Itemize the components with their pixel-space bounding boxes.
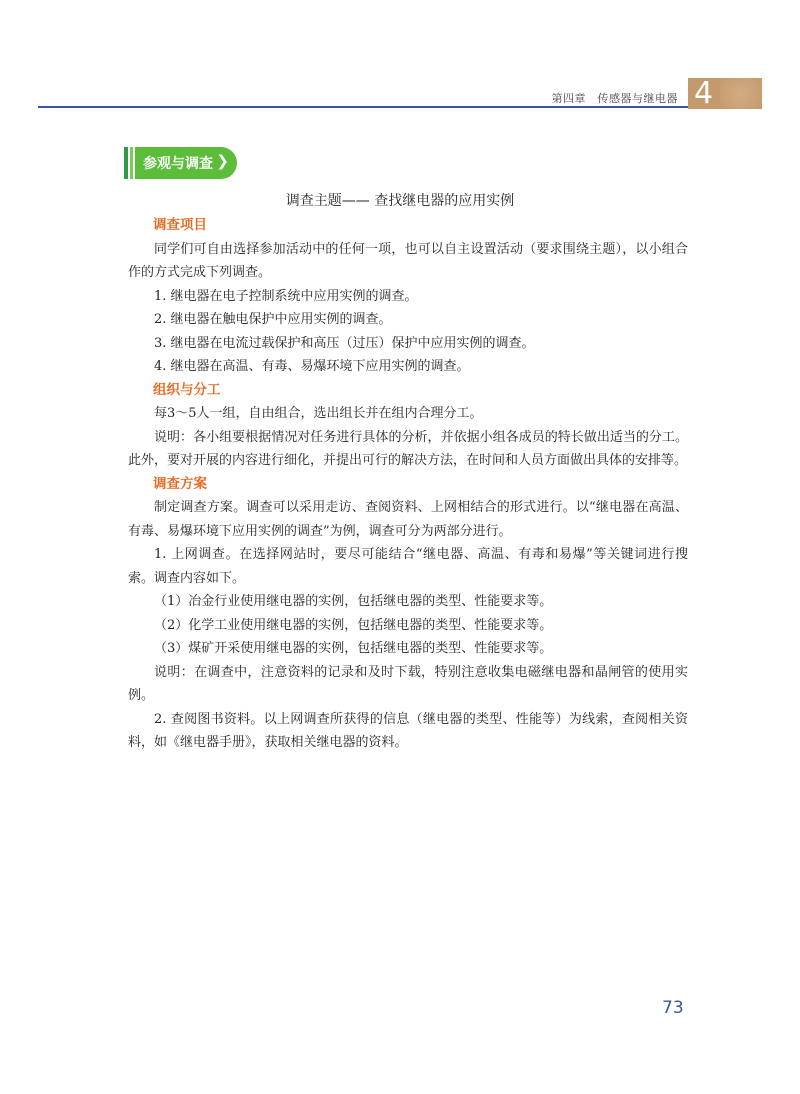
paragraph: （2）化学工业使用继电器的实例，包括继电器的类型、性能要求等。 [154, 617, 553, 633]
paragraph: 说明：各小组要根据情况对任务进行具体的分析，并依据小组各成员的特长做出适当的分工。此外，要对开展的内容进行细化，并提出可行的解决方法，在时间和人员方面做出具体的安排等。 [128, 429, 688, 468]
paragraph: 同学们可自由选择参加活动中的任何一项，也可以自主设置活动（要求围绕主题），以小组合作的方式完成下列调查。 [128, 241, 688, 280]
page-number: 73 [662, 998, 684, 1018]
section-badge-label: 参观与调查 [143, 156, 213, 172]
section-heading: 调查方案 [153, 475, 207, 492]
topic-title: 调查主题—— 查找继电器的应用实例 [285, 193, 515, 209]
paragraph: 1. 继电器在电子控制系统中应用实例的调查。 [154, 288, 418, 304]
paragraph: 3. 继电器在电流过载保护和高压（过压）保护中应用实例的调查。 [154, 335, 535, 351]
section-badge [124, 147, 236, 179]
badge-pill [135, 147, 237, 179]
paragraph: 4. 继电器在高温、有毒、易爆环境下应用实例的调查。 [154, 359, 470, 374]
badge-stripe-light [130, 147, 133, 179]
chapter-label: 第四章 传感器与继电器 [551, 92, 678, 105]
paragraph: 2. 查阅图书资料。以上网调查所获得的信息（继电器的类型、性能等）为线索，查阅相关资料，如《继电器手册》，获取相关继电器的资料。 [128, 711, 688, 750]
paragraph: 说明：在调查中，注意资料的记录和及时下载，特别注意收集电磁继电器和晶闸管的使用实例。 [128, 664, 688, 703]
badge-stripe-dark [124, 147, 128, 179]
chapter-number: 4 [694, 78, 714, 109]
section-heading: 调查项目 [153, 217, 207, 233]
section-heading: 组织与分工 [153, 381, 221, 398]
paragraph: 制定调查方案。调查可以采用走访、查阅资料、上网相结合的形式进行。以“继电器在高温、有毒、易爆环境下应用实例的调查”为例，调查可分为两部分进行。 [128, 500, 688, 539]
paragraph: 2. 继电器在触电保护中应用实例的调查。 [154, 312, 392, 327]
paragraph: （3）煤矿开采使用继电器的实例，包括继电器的类型、性能要求等。 [154, 641, 553, 656]
chevron-right-icon: ❯ [216, 152, 229, 170]
paragraph: 每3～5人一组，自由组合，选出组长并在组内合理分工。 [154, 406, 483, 421]
paragraph: 1. 上网调查。在选择网站时，要尽可能结合“继电器、高温、有毒和易爆”等关键词进行搜索。调查内容如下。 [128, 547, 688, 586]
paragraph: （1）冶金行业使用继电器的实例，包括继电器的类型、性能要求等。 [154, 594, 553, 609]
header-rule [38, 106, 688, 108]
chapter-tab [688, 78, 762, 109]
body-content [128, 214, 688, 755]
